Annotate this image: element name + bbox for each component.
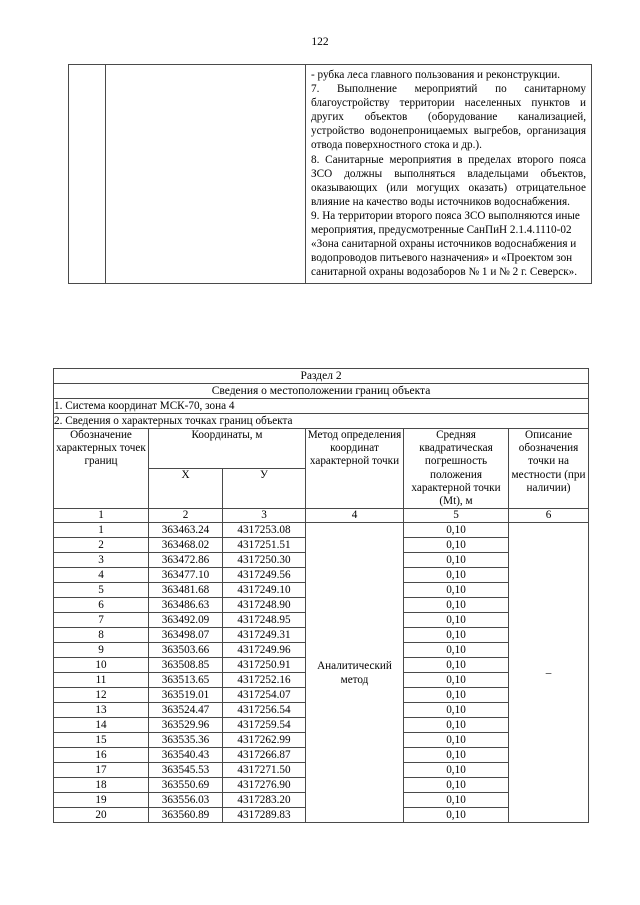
cell-mean-square-error: 0,10 (404, 598, 509, 613)
cell-point-number: 3 (54, 553, 149, 568)
cell-mean-square-error: 0,10 (404, 688, 509, 703)
table-row-section-subtitle (54, 384, 589, 399)
cell-coordinate-x: 363492.09 (149, 613, 223, 628)
cell-mean-square-error: 0,10 (404, 748, 509, 763)
continuation-table (68, 64, 592, 284)
cell-point-number: 4 (54, 568, 149, 583)
cell-point-number: 8 (54, 628, 149, 643)
continuation-cell-text (306, 65, 592, 284)
cell-coordinate-y: 4317256.54 (223, 703, 306, 718)
header-y: У (223, 469, 306, 509)
cell-coordinate-x: 363508.85 (149, 658, 223, 673)
cell-mean-square-error: 0,10 (404, 583, 509, 598)
table-column-numbers-row (54, 509, 589, 523)
column-number-2: 2 (149, 509, 223, 523)
cell-mean-square-error: 0,10 (404, 808, 509, 823)
table-row-coordinate-system (54, 399, 589, 414)
cell-coordinate-y: 4317250.91 (223, 658, 306, 673)
cell-point-number: 17 (54, 763, 149, 778)
header-mean-square-error: Средняя квадратическая погрешность положения характерной точки (Mt), м (404, 429, 509, 509)
cell-description: – (509, 523, 589, 823)
cell-mean-square-error: 0,10 (404, 673, 509, 688)
cell-coordinate-y: 4317249.31 (223, 628, 306, 643)
cell-mean-square-error: 0,10 (404, 703, 509, 718)
cell-point-number: 2 (54, 538, 149, 553)
column-number-5: 5 (404, 509, 509, 523)
cell-point-number: 9 (54, 643, 149, 658)
cell-coordinate-y: 4317266.87 (223, 748, 306, 763)
header-point-designation: Обозначение характерных точек границ (54, 429, 149, 509)
cell-mean-square-error: 0,10 (404, 613, 509, 628)
cell-coordinate-y: 4317249.56 (223, 568, 306, 583)
cell-coordinate-y: 4317248.95 (223, 613, 306, 628)
cell-point-number: 1 (54, 523, 149, 538)
cell-coordinate-x: 363477.10 (149, 568, 223, 583)
table-row-points-info (54, 414, 589, 429)
cell-coordinate-x: 363545.53 (149, 763, 223, 778)
table-row (54, 523, 589, 538)
cell-point-number: 13 (54, 703, 149, 718)
cell-point-number: 7 (54, 613, 149, 628)
cell-coordinate-x: 363498.07 (149, 628, 223, 643)
continuation-paragraph-3: 8. Санитарные мероприятия в пределах второго пояса ЗСО должны выполняться владельцами объектов, оказывающих (или могущих оказать) отрицательное влияние на качество воды источников водоснабжения. (311, 153, 586, 208)
cell-coordinate-x: 363556.03 (149, 793, 223, 808)
cell-coordinate-y: 4317276.90 (223, 778, 306, 793)
cell-coordinate-x: 363463.24 (149, 523, 223, 538)
cell-point-number: 5 (54, 583, 149, 598)
cell-mean-square-error: 0,10 (404, 643, 509, 658)
coordinate-system-line: 1. Система координат МСК-70, зона 4 (54, 399, 589, 414)
cell-point-number: 12 (54, 688, 149, 703)
column-number-6: 6 (509, 509, 589, 523)
cell-coordinate-x: 363560.89 (149, 808, 223, 823)
cell-coordinate-x: 363540.43 (149, 748, 223, 763)
continuation-paragraph-2: 7. Выполнение мероприятий по санитарному благоустройству территории населенных пунктов и других объектов (оборудование канализацией, устройство водонепроницаемых выгребов, организация отвода поверхностного стока и др.). (311, 83, 586, 152)
cell-coordinate-y: 4317289.83 (223, 808, 306, 823)
cell-coordinate-x: 363519.01 (149, 688, 223, 703)
cell-mean-square-error: 0,10 (404, 763, 509, 778)
cell-coordinate-x: 363524.47 (149, 703, 223, 718)
column-number-1: 1 (54, 509, 149, 523)
cell-point-number: 15 (54, 733, 149, 748)
table-body (54, 523, 589, 823)
cell-coordinate-y: 4317262.99 (223, 733, 306, 748)
cell-point-number: 16 (54, 748, 149, 763)
section2-table (53, 368, 589, 823)
cell-method: Аналитический метод (306, 523, 404, 823)
cell-coordinate-x: 363550.69 (149, 778, 223, 793)
header-coordinates: Координаты, м (149, 429, 306, 469)
header-description: Описание обозначения точки на местности (при наличии) (509, 429, 589, 509)
page-number: 122 (311, 36, 329, 48)
cell-coordinate-x: 363486.63 (149, 598, 223, 613)
cell-point-number: 6 (54, 598, 149, 613)
cell-mean-square-error: 0,10 (404, 568, 509, 583)
cell-mean-square-error: 0,10 (404, 733, 509, 748)
cell-point-number: 14 (54, 718, 149, 733)
cell-mean-square-error: 0,10 (404, 523, 509, 538)
continuation-cell-empty-1 (69, 65, 106, 284)
section-subtitle: Сведения о местоположении границ объекта (54, 384, 589, 399)
cell-mean-square-error: 0,10 (404, 538, 509, 553)
cell-mean-square-error: 0,10 (404, 718, 509, 733)
cell-coordinate-y: 4317253.08 (223, 523, 306, 538)
cell-coordinate-y: 4317249.96 (223, 643, 306, 658)
cell-point-number: 19 (54, 793, 149, 808)
continuation-text-block (306, 65, 591, 283)
cell-coordinate-x: 363513.65 (149, 673, 223, 688)
cell-coordinate-y: 4317283.20 (223, 793, 306, 808)
cell-mean-square-error: 0,10 (404, 778, 509, 793)
points-info-line: 2. Сведения о характерных точках границ объекта (54, 414, 589, 429)
cell-coordinate-y: 4317250.30 (223, 553, 306, 568)
cell-coordinate-y: 4317254.07 (223, 688, 306, 703)
cell-coordinate-y: 4317252.16 (223, 673, 306, 688)
cell-coordinate-x: 363503.66 (149, 643, 223, 658)
cell-coordinate-x: 363472.86 (149, 553, 223, 568)
cell-coordinate-x: 363481.68 (149, 583, 223, 598)
column-number-4: 4 (306, 509, 404, 523)
cell-coordinate-x: 363529.96 (149, 718, 223, 733)
cell-mean-square-error: 0,10 (404, 553, 509, 568)
continuation-paragraph-4: 9. На территории второго пояса ЗСО выполняются иные мероприятия, предусмотренные СанПиН 2.1.4.1110-02 «Зона санитарной охраны источников водоснабжения и водопроводов питьевого назначения» и «Проектом зон санитарной охраны водозаборов № 1 и № 2 г. Северск». (311, 209, 580, 279)
table-row-section-title (54, 369, 589, 384)
cell-coordinate-y: 4317248.90 (223, 598, 306, 613)
cell-coordinate-y: 4317259.54 (223, 718, 306, 733)
header-x: X (149, 469, 223, 509)
section-title: Раздел 2 (54, 369, 589, 384)
header-method: Метод определения координат характерной точки (306, 429, 404, 509)
continuation-paragraph-1: - рубка леса главного пользования и реконструкции. (311, 69, 561, 81)
cell-point-number: 10 (54, 658, 149, 673)
cell-mean-square-error: 0,10 (404, 628, 509, 643)
cell-coordinate-y: 4317251.51 (223, 538, 306, 553)
cell-point-number: 20 (54, 808, 149, 823)
cell-coordinate-y: 4317249.10 (223, 583, 306, 598)
cell-mean-square-error: 0,10 (404, 658, 509, 673)
cell-coordinate-x: 363535.36 (149, 733, 223, 748)
continuation-cell-empty-2 (106, 65, 306, 284)
cell-point-number: 18 (54, 778, 149, 793)
cell-coordinate-x: 363468.02 (149, 538, 223, 553)
cell-mean-square-error: 0,10 (404, 793, 509, 808)
column-number-3: 3 (223, 509, 306, 523)
table-header-row-1 (54, 429, 589, 469)
cell-point-number: 11 (54, 673, 149, 688)
cell-coordinate-y: 4317271.50 (223, 763, 306, 778)
table-row (69, 65, 592, 284)
